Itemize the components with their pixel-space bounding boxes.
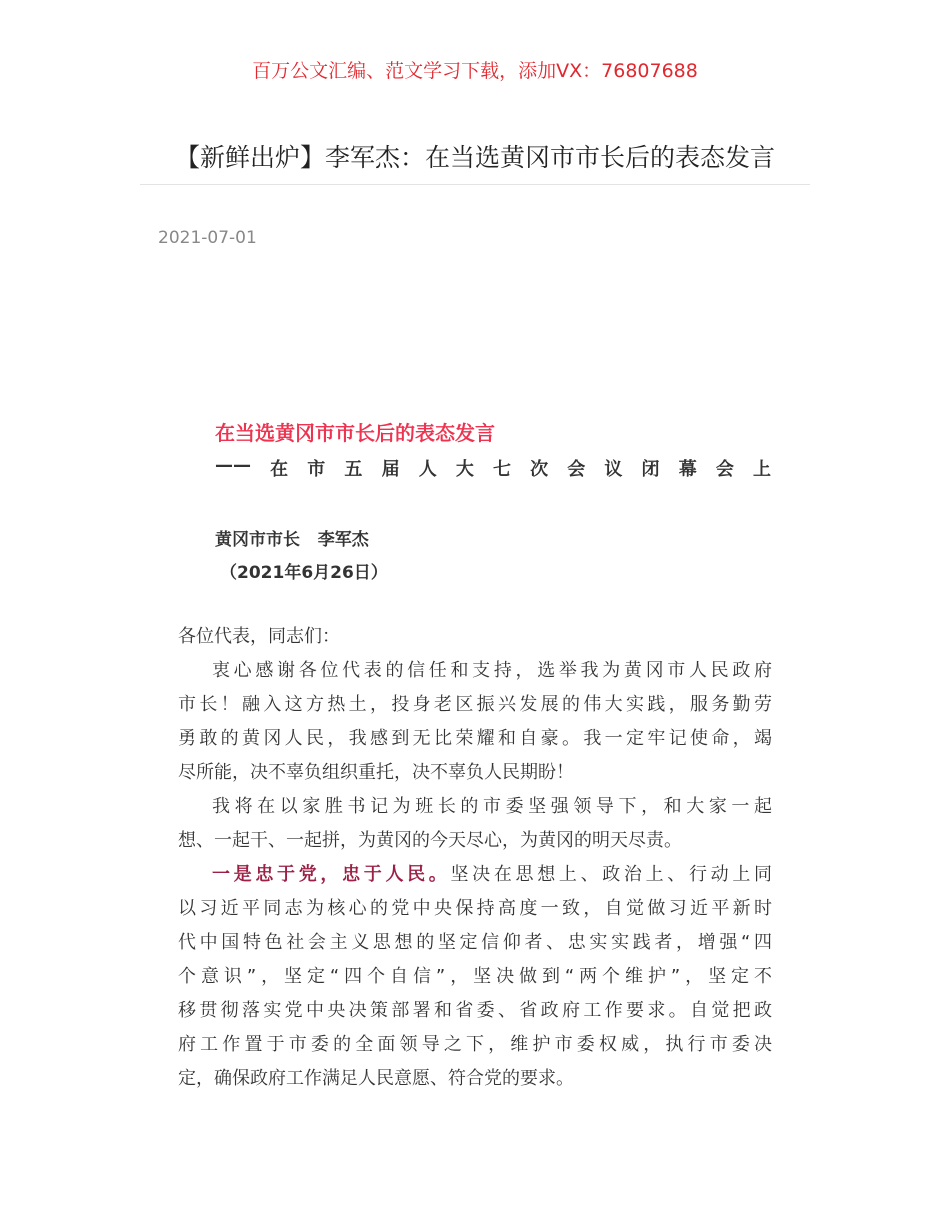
paragraph-text: 坚决在思想上、政治上、行动上同 [450,864,773,885]
occasion-char: —— [215,455,251,476]
paragraph-2 [178,790,772,858]
occasion-char: 会 [715,459,734,480]
occasion-char: 闭 [641,459,660,480]
speech-author: 黄冈市市长 李军杰 [215,530,369,550]
occasion-char: 大 [455,459,474,480]
paragraph-line: 以习近平同志为核心的党中央保持高度一致，自觉做习近平新时 [178,898,772,919]
salutation: 各位代表，同志们： [178,626,340,647]
paragraph-line [178,858,772,892]
paragraph-line: 个意识”，坚定“四个自信”，坚决做到“两个维护”，坚定不 [178,966,772,987]
speech-body [178,620,772,1096]
paragraph-line: 衷心感谢各位代表的信任和支持，选举我为黄冈市人民政府 [212,660,772,681]
occasion-char: 人 [418,459,437,480]
occasion-char: 上 [752,459,771,480]
paragraph-line: 市长！融入这方热土，投身老区振兴发展的伟大实践，服务勤劳 [178,694,772,715]
title-divider [140,184,810,185]
occasion-char: 次 [530,459,549,480]
paragraph-line: 府工作置于市委的全面领导之下，维护市委权威，执行市委决 [178,1034,772,1055]
speech-occasion [215,455,771,481]
speech-title: 在当选黄冈市市长后的表态发言 [215,421,495,445]
paragraph-line: 移贯彻落实党中央决策部署和省委、省政府工作要求。自觉把政 [178,1000,772,1021]
paragraph-line: 代中国特色社会主义思想的坚定信仰者、忠实实践者，增强“四 [178,932,772,953]
occasion-char: 五 [344,459,363,480]
occasion-char: 会 [567,459,586,480]
occasion-char: 议 [604,459,623,480]
key-point-heading: 一是忠于党，忠于人民。 [212,864,451,885]
promo-banner: 百万公文汇编、范文学习下载，添加VX：76807688 [252,60,698,82]
paragraph-3 [178,858,772,1096]
speech-date: （2021年6月26日） [220,563,388,583]
occasion-char: 幕 [678,459,697,480]
paragraph-line: 尽所能，决不辜负组织重托，决不辜负人民期盼！ [178,762,574,783]
publish-date: 2021-07-01 [158,228,257,248]
occasion-char: 届 [381,459,400,480]
occasion-char: 七 [492,459,511,480]
occasion-char: 在 [270,459,289,480]
paragraph-line: 定，确保政府工作满足人民意愿、符合党的要求。 [178,1068,574,1089]
paragraph-line: 勇敢的黄冈人民，我感到无比荣耀和自豪。我一定牢记使命，竭 [178,728,772,749]
paragraph-line: 想、一起干、一起拼，为黄冈的今天尽心，为黄冈的明天尽责。 [178,830,682,851]
paragraph-1 [178,654,772,790]
occasion-char: 市 [307,459,326,480]
paragraph-line: 我将在以家胜书记为班长的市委坚强领导下，和大家一起 [212,796,772,817]
page-title: 【新鲜出炉】李军杰：在当选黄冈市市长后的表态发言 [174,143,775,172]
